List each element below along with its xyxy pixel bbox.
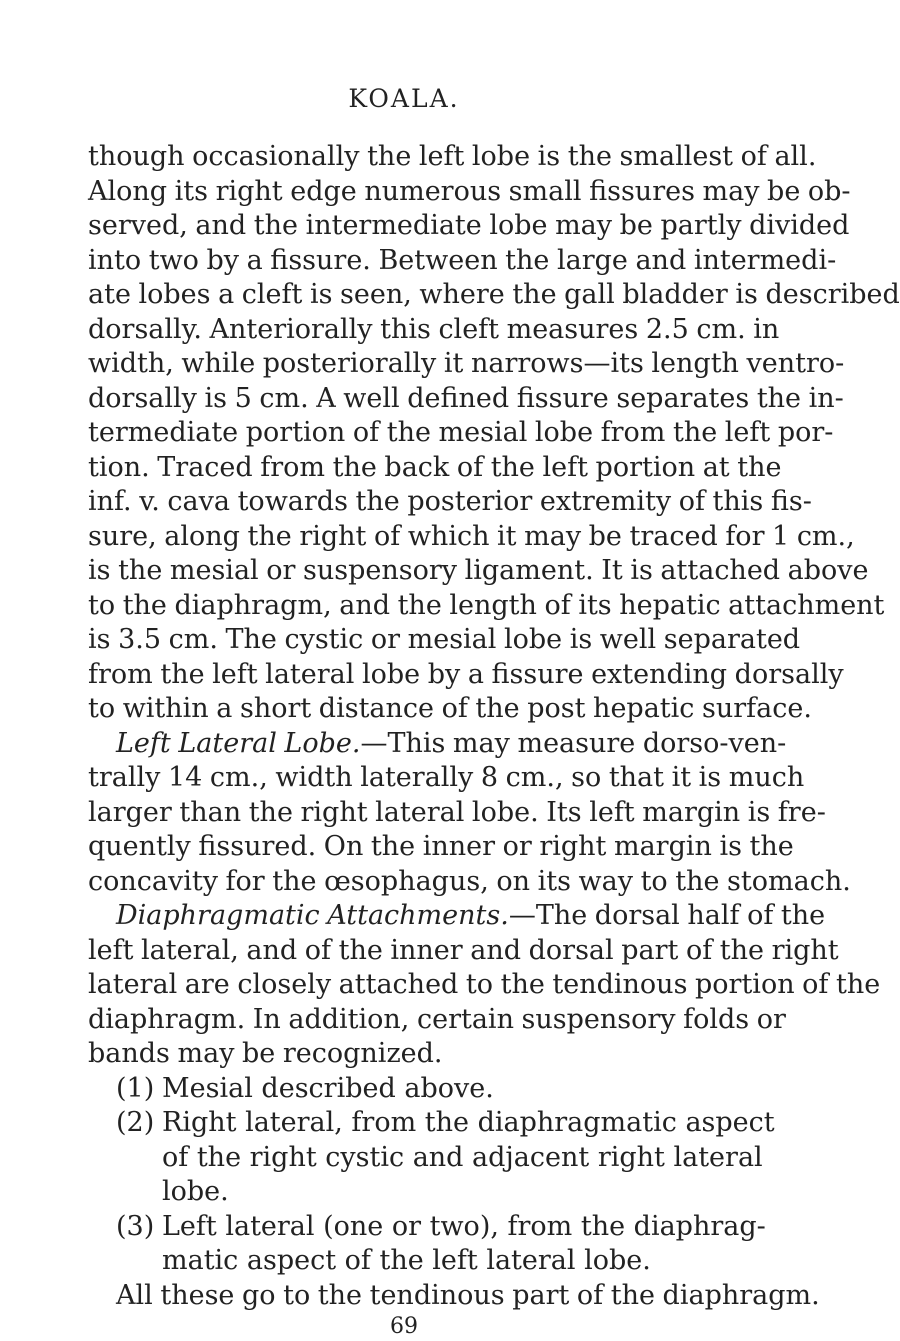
text-line: to the diaphragm, and the length of its hepatic attachment [88,589,885,621]
text-line: to within a short distance of the post hepatic surface. [88,693,812,724]
text-line: width, while posteriorally it narrows—its length ventro- [88,348,845,379]
running-head: KOALA. [348,84,460,113]
text-line: into two by a fissure. Between the large and intermedi- [88,244,837,276]
paragraph-first-line [88,727,787,762]
list-item-line [88,1072,720,1107]
list-item-number: (3) [116,1210,155,1242]
list-item-number: (1) [116,1072,155,1104]
paragraph-left-lateral-lobe [88,727,851,900]
text-line: larger than the right lateral lobe. Its left margin is fre- [88,796,826,828]
text-line: concavity for the œsophagus, on its way to the stomach. [88,865,851,897]
text-line: termediate portion of the mesial lobe from the left por- [88,417,834,448]
page-number: 69 [390,1314,418,1339]
text-line: inf. v. cava towards the posterior extremity of this fis- [88,486,812,517]
list-item [88,1106,775,1210]
text-line: Along its right edge numerous small fissures may be ob- [88,175,851,207]
text-line: ate lobes a cleft is seen, where the gall bladder is described [88,279,900,310]
list-item-text: Left lateral (one or two), from the diaphrag- [162,1210,766,1242]
list-item-line: of the right cystic and adjacent right lateral [162,1141,763,1173]
section-heading-left-lateral-lobe: Left Lateral Lobe. [116,727,361,759]
text-line: served, and the intermediate lobe may be partly divided [88,210,850,241]
text-line: left lateral, and of the inner and dorsal part of the right [88,934,839,966]
heading-continuation: —This may measure dorso-ven- [360,727,787,759]
text-line: diaphragm. In addition, certain suspensory folds or [88,1003,786,1035]
heading-continuation: —The dorsal half of the [508,900,826,931]
text-line: sure, along the right of which it may be traced for 1 cm., [88,520,855,552]
list-item [88,1210,766,1279]
list-item [88,1072,720,1107]
paragraph-first-line [88,899,826,934]
text-line: bands may be recognized. [88,1038,443,1069]
text-line: is the mesial or suspensory ligament. It is attached above [88,555,869,586]
text-line: is 3.5 cm. The cystic or mesial lobe is well separated [88,624,801,655]
closing-line: All these go to the tendinous part of the diaphragm. [116,1279,820,1311]
list-item-number: (2) [116,1107,155,1138]
text-line: dorsally. Anteriorally this cleft measures 2.5 cm. in [88,313,780,345]
paragraph-diaphragmatic-attachments [88,899,881,1072]
text-line: dorsally is 5 cm. A well defined fissure separates the in- [88,382,844,414]
list-item-text: Right lateral, from the diaphragmatic aspect [162,1107,775,1138]
section-heading-diaphragmatic-attachments: Diaphragmatic Attachments. [116,900,509,931]
closing-paragraph [88,1279,820,1314]
suspensory-folds-list [88,1072,775,1279]
list-item-line: lobe. [162,1176,229,1207]
list-item-text: Mesial described above. [162,1072,494,1104]
text-line: trally 14 cm., width laterally 8 cm., so that it is much [88,762,805,793]
text-line: quently fissured. On the inner or right margin is the [88,831,794,862]
book-page [88,72,900,1341]
text-line: from the left lateral lobe by a fissure extending dorsally [88,658,844,690]
list-item-line [88,1210,766,1245]
list-item-line [88,1106,775,1141]
list-item-line: matic aspect of the left lateral lobe. [162,1245,651,1276]
paragraph-liver-fissures [88,140,900,727]
text-line: lateral are closely attached to the tendinous portion of the [88,969,881,1000]
text-line: though occasionally the left lobe is the smallest of all. [88,141,817,172]
text-line: tion. Traced from the back of the left portion at the [88,451,782,483]
